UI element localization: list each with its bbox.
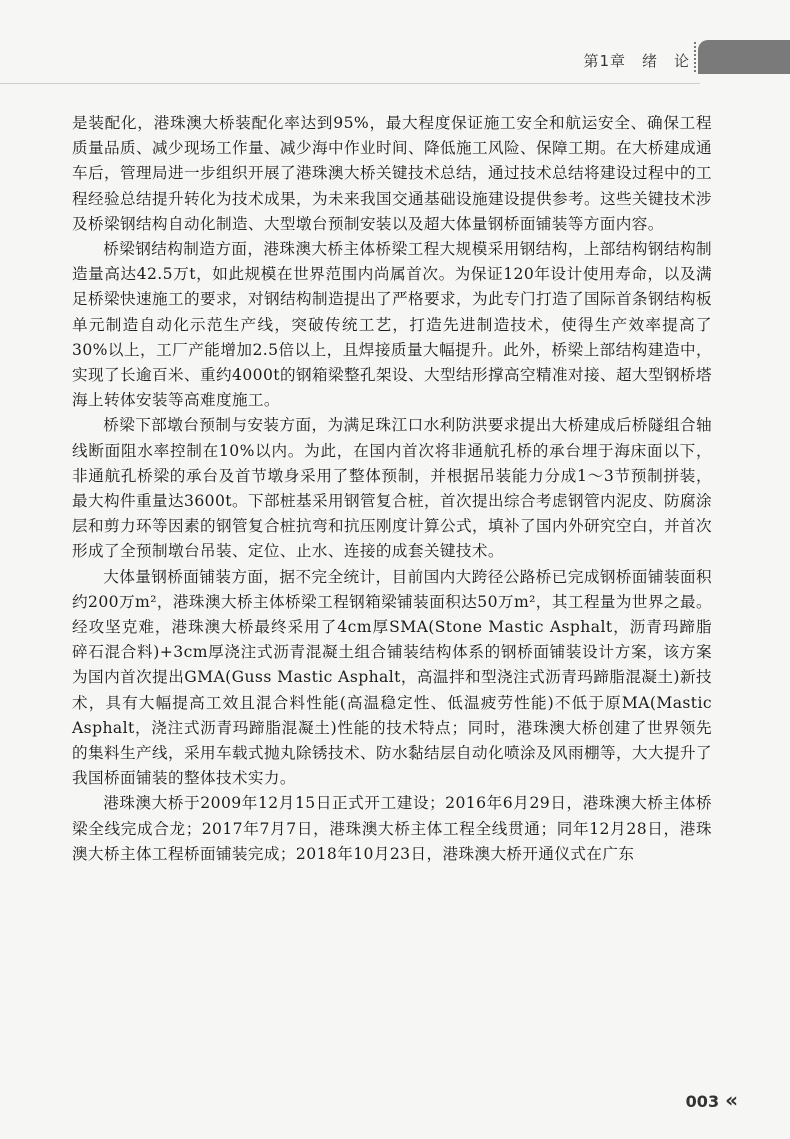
page-body (72, 111, 712, 867)
paragraph-steel-structure: 桥梁钢结构制造方面，港珠澳大桥主体桥梁工程大规模采用钢结构，上部结构钢结构制造量高达42.5万t，如此规模在世界范围内尚属首次。为保证120年设计使用寿命，以及满足桥梁快速施工的要求，对钢结构制造提出了严格要求，为此专门打造了国际首条钢结构板单元制造自动化示范生产线，突破传统工艺，打造先进制造技术，使得生产效率提高了30%以上，工厂产能增加2.5倍以上，且焊接质量大幅提升。此外，桥梁上部结构建造中，实现了长逾百米、重约4000t的钢箱梁整孔架设、大型结形撑高空精准对接、超大型钢桥塔海上转体安装等高难度施工。 (72, 240, 712, 410)
chapter-title: 第1章 绪 论 (583, 52, 690, 70)
page-number: 003 (685, 1092, 720, 1111)
double-chevron-icon: « (725, 1088, 738, 1112)
page-footer (686, 1088, 738, 1112)
chapter-tab (698, 40, 790, 74)
paragraph-continuation: 是装配化，港珠澳大桥装配化率达到95%，最大程度保证施工安全和航运安全、确保工程质量品质、减少现场工作量、减少海中作业时间、降低施工风险、保障工期。在大桥建成通车后，管理局进一步组织开展了港珠澳大桥关键技术总结，通过技术总结将建设过程中的工程经验总结提升转化为技术成果，为未来我国交通基础设施建设提供参考。这些关键技术涉及桥梁钢结构自动化制造、大型墩台预制安装以及超大体量钢桥面铺装等方面内容。 (72, 114, 712, 233)
paragraph-pier-prefab: 桥梁下部墩台预制与安装方面，为满足珠江口水利防洪要求提出大桥建成后桥隧组合轴线断面阻水率控制在10%以内。为此，在国内首次将非通航孔桥的承台埋于海床面以下，非通航孔桥梁的承台及首节墩身采用了整体预制，并根据吊装能力分成1～3节预制拼装，最大构件重量达3600t。下部桩基采用钢管复合桩，首次提出综合考虑钢管内泥皮、防腐涂层和剪力环等因素的钢管复合桩抗弯和抗压刚度计算公式，填补了国内外研究空白，并首次形成了全预制墩台吊装、定位、止水、连接的成套关键技术。 (72, 416, 712, 561)
page-header (0, 40, 790, 84)
paragraph-timeline: 港珠澳大桥于2009年12月15日正式开工建设；2016年6月29日，港珠澳大桥主体桥梁全线完成合龙；2017年7月7日，港珠澳大桥主体工程全线贯通；同年12月28日，港珠澳大桥主体工程桥面铺装完成；2018年10月23日，港珠澳大桥开通仪式在广东 (72, 794, 712, 863)
header-rule (0, 83, 700, 84)
paragraph-deck-paving: 大体量钢桥面铺装方面，据不完全统计，目前国内大跨径公路桥已完成钢桥面铺装面积约200万m²，港珠澳大桥主体桥梁工程钢箱梁铺装面积达50万m²，其工程量为世界之最。经攻坚克难，港珠澳大桥最终采用了4cm厚SMA(Stone Mastic Asphalt，沥青玛蹄脂碎石混合料)+3cm厚浇注式沥青混凝土组合铺装结构体系的钢桥面铺装设计方案，该方案为国内首次提出GMA(Guss Mastic Asphalt，高温拌和型浇注式沥青玛蹄脂混凝土)新技术，具有大幅提高工效且混合料性能(高温稳定性、低温疲劳性能)不低于原MA(Mastic Asphalt，浇注式沥青玛蹄脂混凝土)性能的技术特点；同时，港珠澳大桥创建了世界领先的集料生产线，采用车载式抛丸除锈技术、防水黏结层自动化喷涂及风雨棚等，大大提升了我国桥面铺装的整体技术实力。 (72, 567, 712, 788)
